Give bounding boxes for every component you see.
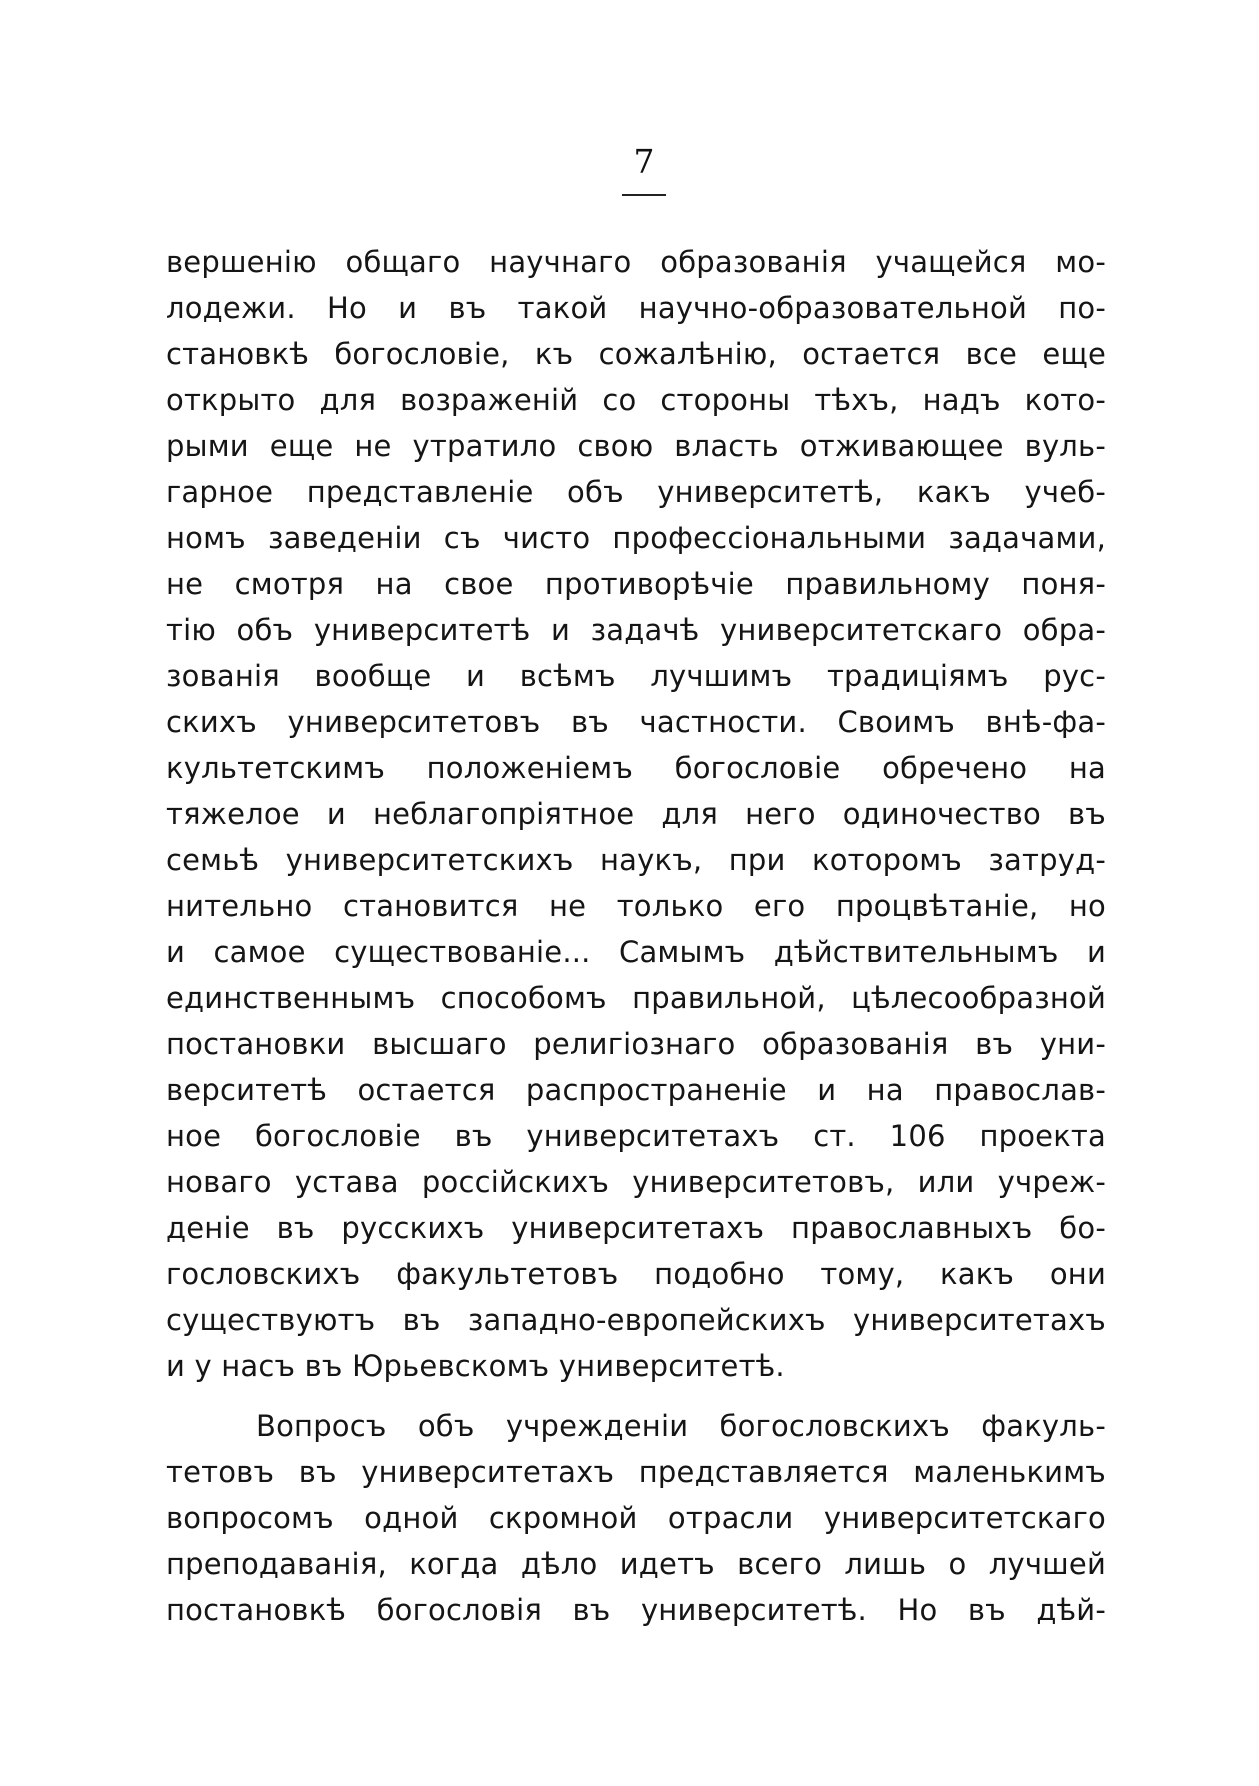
text-line: верситетѣ остается распространеніе и на православ- bbox=[166, 1073, 1106, 1107]
text-line: тію объ университетѣ и задачѣ университетскаго обра- bbox=[166, 613, 1106, 647]
text-line: тяжелое и неблагопріятное для него одиночество въ bbox=[166, 797, 1106, 831]
text-line: культетскимъ положеніемъ богословіе обречено на bbox=[166, 751, 1106, 785]
text-line: вершенію общаго научнаго образованія учащейся мо- bbox=[166, 245, 1106, 279]
text-line: вопросомъ одной скромной отрасли университетскаго bbox=[166, 1501, 1106, 1535]
text-line: ное богословіе въ университетахъ ст. 106 проекта bbox=[166, 1119, 1106, 1153]
text-line: тетовъ въ университетахъ представляется маленькимъ bbox=[166, 1455, 1106, 1489]
text-line: существуютъ въ западно-европейскихъ университетахъ bbox=[166, 1303, 1106, 1337]
page-number: 7 bbox=[633, 142, 655, 181]
text-line: зованія вообще и всѣмъ лучшимъ традиціямъ рус- bbox=[166, 659, 1106, 693]
text-line: Вопросъ объ учрежденіи богословскихъ факуль- bbox=[256, 1409, 1106, 1443]
text-line: и у насъ въ Юрьевскомъ университетѣ. bbox=[166, 1349, 785, 1383]
text-line: и самое существованіе... Самымъ дѣйствительнымъ и bbox=[166, 935, 1106, 969]
text-line: гарное представленіе объ университетѣ, какъ учеб- bbox=[166, 475, 1106, 509]
text-line: семьѣ университетскихъ наукъ, при которомъ затруд- bbox=[166, 843, 1106, 877]
text-line: не смотря на свое противорѣчіе правильному поня- bbox=[166, 567, 1106, 601]
text-line: нительно становится не только его процвѣтаніе, но bbox=[166, 889, 1106, 923]
text-line: рыми еще не утратило свою власть отживающее вуль- bbox=[166, 429, 1106, 463]
text-line: скихъ университетовъ въ частности. Своимъ внѣ-фа- bbox=[166, 705, 1106, 739]
text-line: деніе въ русскихъ университетахъ православныхъ бо- bbox=[166, 1211, 1106, 1245]
text-line: гословскихъ факультетовъ подобно тому, какъ они bbox=[166, 1257, 1106, 1291]
text-line: лодежи. Но и въ такой научно-образовательной по- bbox=[166, 291, 1106, 325]
text-line: новаго устава россійскихъ университетовъ, или учреж- bbox=[166, 1165, 1106, 1199]
text-line: преподаванія, когда дѣло идетъ всего лишь о лучшей bbox=[166, 1547, 1106, 1581]
text-line: открыто для возраженій со стороны тѣхъ, надъ кото- bbox=[166, 383, 1106, 417]
text-line: постановки высшаго религіознаго образованія въ уни- bbox=[166, 1027, 1106, 1061]
page-number-rule bbox=[622, 194, 666, 196]
text-line: постановкѣ богословія въ университетѣ. Но въ дѣй- bbox=[166, 1593, 1106, 1627]
text-line: единственнымъ способомъ правильной, цѣлесообразной bbox=[166, 981, 1106, 1015]
text-line: становкѣ богословіе, къ сожалѣнію, остается все еще bbox=[166, 337, 1106, 371]
text-line: номъ заведеніи съ чисто профессіональными задачами, bbox=[166, 521, 1106, 555]
